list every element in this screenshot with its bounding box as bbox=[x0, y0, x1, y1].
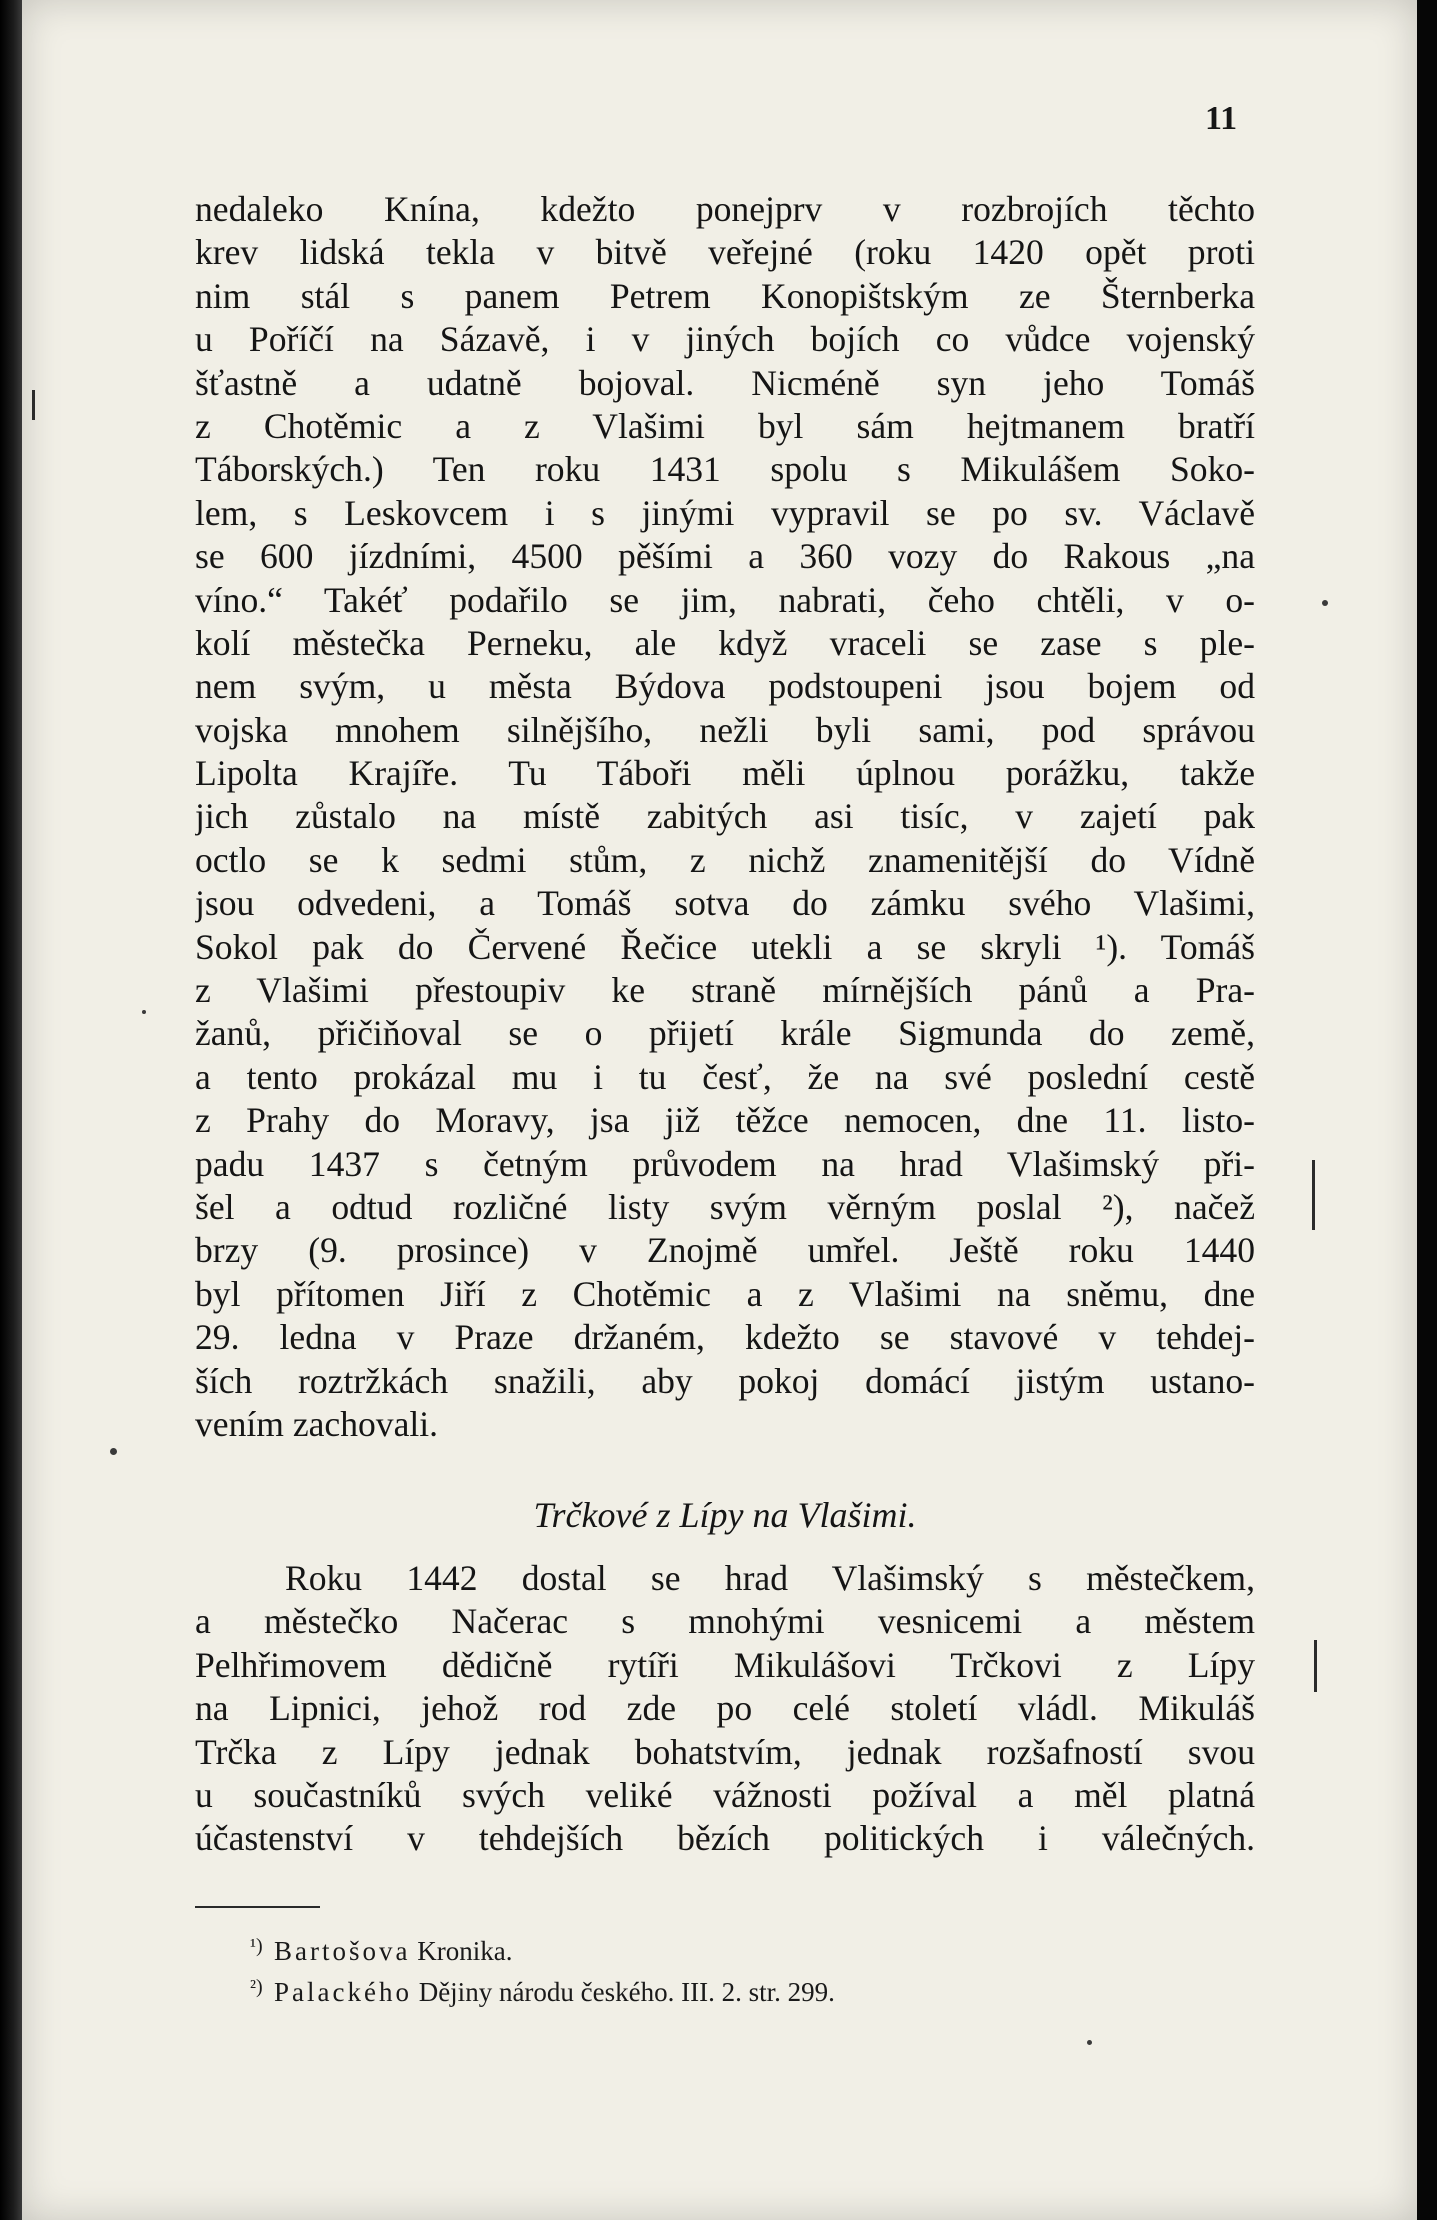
text-line: u Poříčí na Sázavě, i v jiných bojích co vůdce vojenský bbox=[195, 319, 1255, 360]
text-line: víno.“ Takéť podařilo se jim, nabrati, čeho chtěli, v o- bbox=[195, 579, 1255, 620]
text-line: brzy (9. prosince) v Znojmě umřel. Ještě roku 1440 bbox=[195, 1230, 1255, 1271]
scan-speck bbox=[1322, 600, 1328, 606]
text-line: z Prahy do Moravy, jsa již těžce nemocen, dne 11. listo- bbox=[195, 1100, 1255, 1141]
text-line: a tento prokázal mu i tu česť, že na své poslední cestě bbox=[195, 1056, 1255, 1097]
section-heading: Trčkové z Lípy na Vlašimi. bbox=[533, 1495, 917, 1535]
text-line: octlo se k sedmi stům, z nichž znamenitější do Vídně bbox=[195, 839, 1255, 880]
footnote-divider bbox=[195, 1906, 320, 1908]
text-line: a městečko Načerac s mnohými vesnicemi a městem bbox=[195, 1601, 1255, 1642]
text-line: účastenství v tehdejších bězích politických i válečných. bbox=[195, 1818, 1255, 1859]
scan-edge-mark bbox=[1312, 1160, 1315, 1230]
text-line: vením zachovali. bbox=[195, 1403, 439, 1444]
text-line: nem svým, u města Býdova podstoupeni jsou bojem od bbox=[195, 666, 1255, 707]
scan-speck bbox=[110, 1448, 117, 1455]
text-line: Sokol pak do Červené Řečice utekli a se skryli ¹). Tomáš bbox=[195, 926, 1255, 967]
text-line: u součastníků svých veliké vážnosti požíval a měl platná bbox=[195, 1774, 1255, 1815]
footnote-text: Kronika. bbox=[410, 1936, 513, 1966]
text-line: vojska mnohem silnějšího, nežli byli sami, pod správou bbox=[195, 709, 1255, 750]
scan-speck bbox=[1087, 2040, 1092, 2045]
text-line: se 600 jízdními, 4500 pěšími a 360 vozy do Rakous „na bbox=[195, 536, 1255, 577]
text-line: jich zůstalo na místě zabitých asi tisíc, v zajetí pak bbox=[195, 796, 1255, 837]
text-line: šťastně a udatně bojoval. Nicméně syn jeho Tomáš bbox=[195, 362, 1255, 403]
text-line: nedaleko Knína, kdežto ponejprv v rozbrojích těchto bbox=[195, 189, 1255, 229]
text-line: z Vlašimi přestoupiv ke straně mírnějších pánů a Pra- bbox=[195, 970, 1255, 1011]
footnote-2 bbox=[250, 1969, 1250, 2010]
text-line: nim stál s panem Petrem Konopištským ze Šternberka bbox=[195, 275, 1255, 316]
text-line: ších roztržkách snažili, aby pokoj domácí jistým ustano- bbox=[195, 1360, 1255, 1401]
footnote-mark: ¹) bbox=[250, 1935, 263, 1957]
text-line: šel a odtud rozličné listy svým věrným poslal ²), načež bbox=[195, 1186, 1255, 1227]
page-number: 11 bbox=[1205, 100, 1238, 137]
text-line: padu 1437 s četným průvodem na hrad Vlašimský při- bbox=[195, 1143, 1255, 1184]
text-line: Pelhřimovem dědičně rytíři Mikulášovi Trčkovi z Lípy bbox=[195, 1644, 1255, 1685]
footnote-author: Palackého bbox=[274, 1977, 412, 2007]
paragraph-1 bbox=[195, 188, 1255, 1446]
text-line: krev lidská tekla v bitvě veřejné (roku 1420 opět proti bbox=[195, 232, 1255, 273]
text-line: z Chotěmic a z Vlašimi byl sám hejtmanem bratří bbox=[195, 405, 1255, 446]
footnotes bbox=[250, 1928, 1250, 2010]
text-line: na Lipnici, jehož rod zde po celé století vládl. Mikuláš bbox=[195, 1688, 1255, 1729]
scan-edge-mark bbox=[32, 390, 35, 420]
text-line: žanů, přičiňoval se o přijetí krále Sigmunda do země, bbox=[195, 1013, 1255, 1054]
text-line: Trčka z Lípy jednak bohatstvím, jednak rozšafností svou bbox=[195, 1731, 1255, 1772]
text-line: kolí městečka Perneku, ale když vraceli se zase s ple- bbox=[195, 622, 1255, 663]
paragraph-2 bbox=[195, 1557, 1255, 1861]
text-line: Roku 1442 dostal se hrad Vlašimský s městečkem, bbox=[285, 1558, 1255, 1598]
text-line: Táborských.) Ten roku 1431 spolu s Mikulášem Soko- bbox=[195, 449, 1255, 490]
footnote-text: Dějiny národu českého. III. 2. str. 299. bbox=[411, 1977, 835, 2007]
footnote-mark: ²) bbox=[250, 1976, 263, 1998]
scan-edge-mark bbox=[1314, 1640, 1317, 1692]
text-line: 29. ledna v Praze držaném, kdežto se stavové v tehdej- bbox=[195, 1317, 1255, 1358]
footnote-author: Bartošova bbox=[274, 1936, 411, 1966]
text-line: byl přítomen Jiří z Chotěmic a z Vlašimi na sněmu, dne bbox=[195, 1273, 1255, 1314]
text-line: jsou odvedeni, a Tomáš sotva do zámku svého Vlašimi, bbox=[195, 883, 1255, 924]
footnote-1 bbox=[250, 1928, 1250, 1969]
text-line: Lipolta Krajíře. Tu Táboři měli úplnou porážku, takže bbox=[195, 753, 1255, 794]
scan-speck bbox=[142, 1010, 146, 1014]
book-binding-edge bbox=[0, 0, 22, 2220]
text-line: lem, s Leskovcem i s jinými vypravil se po sv. Václavě bbox=[195, 492, 1255, 533]
